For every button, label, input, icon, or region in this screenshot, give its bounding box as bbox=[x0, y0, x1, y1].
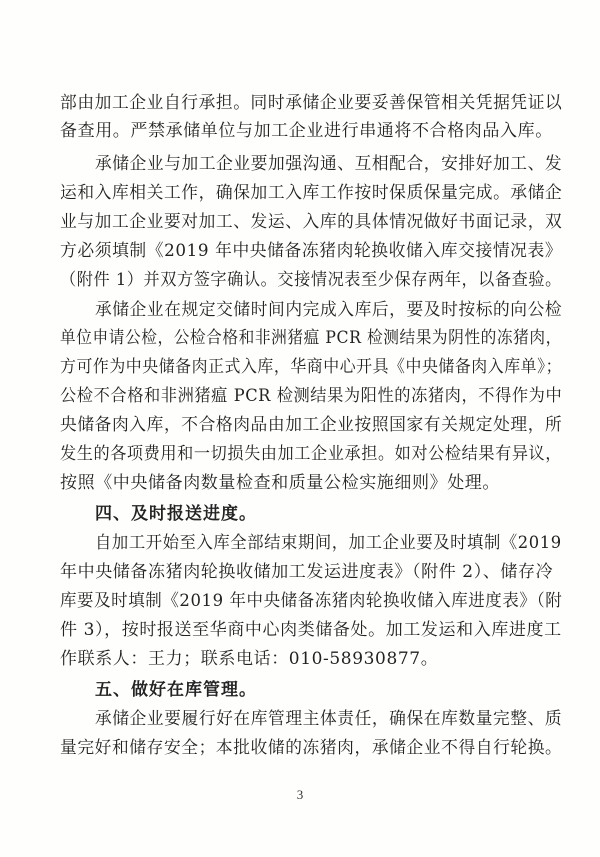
body-line-6: 方必须填制《2019 年中央储备冻猪肉轮换收储入库交接情况表》 bbox=[60, 241, 563, 261]
body-line-13: 发生的各项费用和一切损失由加工企业承担。如对公检结果有异议， bbox=[60, 444, 563, 464]
body-line-5: 业与加工企业要对加工、发运、入库的具体情况做好书面记录，双 bbox=[60, 212, 563, 232]
body-line-11: 公检不合格和非洲猪瘟 PCR 检测结果为阳性的冻猪肉，不得作为中 bbox=[60, 386, 563, 406]
body-line-16: 年中央储备冻猪肉轮换收储加工发运进度表》（附件 2）、储存冷 bbox=[60, 562, 554, 582]
body-line-2: 备查用。严禁承储单位与加工企业进行串通将不合格肉品入库。 bbox=[60, 121, 553, 141]
body-line-18: 件 3），按时报送至华商中心肉类储备处。加工发运和入库进度工 bbox=[60, 620, 562, 640]
section-heading-5: 五、做好在库管理。 bbox=[95, 680, 257, 700]
body-line-15: 自加工开始至入库全部结束期间，加工企业要及时填制《2019 bbox=[95, 533, 562, 553]
page-number: 3 bbox=[296, 787, 304, 802]
body-line-8: 承储企业在规定交储时间内完成入库后，要及时按标的向公检 bbox=[95, 300, 563, 320]
body-line-20: 承储企业要履行好在库管理主体责任，确保在库数量完整、质 bbox=[95, 709, 563, 729]
body-line-21: 量完好和储存安全；本批收储的冻猪肉，承储企业不得自行轮换。 bbox=[60, 738, 563, 758]
body-line-12: 央储备肉入库，不合格肉品由加工企业按照国家有关规定处理，所 bbox=[60, 415, 563, 435]
body-line-7: （附件 1）并双方签字确认。交接情况表至少保存两年，以备查验。 bbox=[60, 270, 562, 290]
body-line-9: 单位申请公检，公检合格和非洲猪瘟 PCR 检测结果为阴性的冻猪肉， bbox=[60, 328, 562, 348]
body-line-14: 按照《中央储备肉数量检查和质量公检实施细则》处理。 bbox=[60, 473, 500, 493]
body-line-19: 作联系人：王力；联系电话：010-58930877。 bbox=[60, 649, 439, 669]
section-heading-4: 四、及时报送进度。 bbox=[95, 504, 257, 524]
body-line-1: 部由加工企业自行承担。同时承储企业要妥善保管相关凭据凭证以 bbox=[60, 93, 563, 113]
body-line-4: 运和入库相关工作，确保加工入库工作按时保质保量完成。承储企 bbox=[60, 183, 563, 203]
body-line-3: 承储企业与加工企业要加强沟通、互相配合，安排好加工、发 bbox=[95, 154, 563, 174]
body-line-10: 方可作为中央储备肉正式入库，华商中心开具《中央储备肉入库单》； bbox=[60, 357, 563, 377]
body-line-17: 库要及时填制《2019 年中央储备冻猪肉轮换收储入库进度表》（附 bbox=[60, 591, 563, 611]
